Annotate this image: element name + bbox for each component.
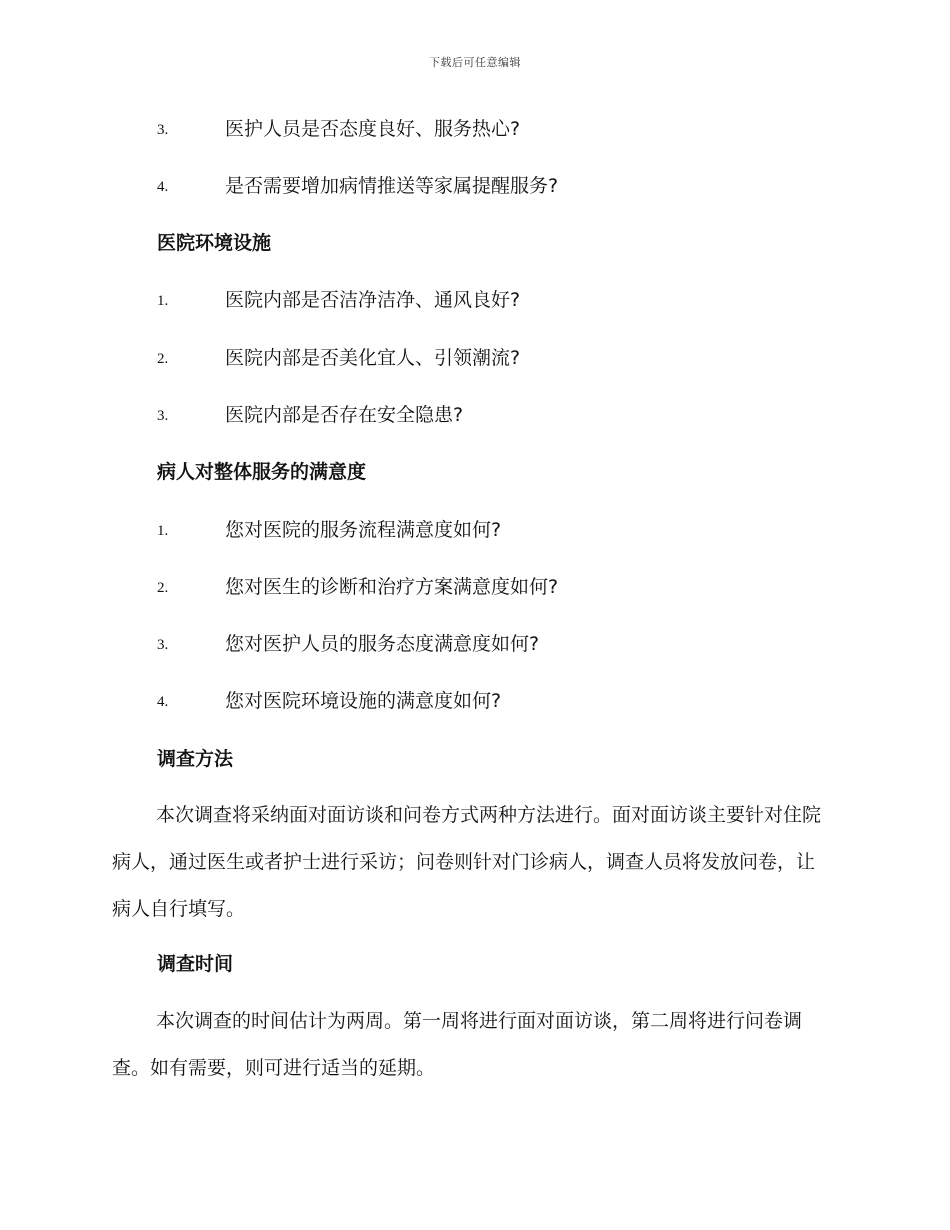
list-text: 您对医护人员的服务态度满意度如何? (225, 633, 540, 655)
list-item (0, 114, 950, 144)
list-number: 4. (157, 179, 169, 195)
list-text: 您对医院的服务流程满意度如何? (225, 519, 502, 541)
list-number: 1. (157, 293, 169, 309)
method-paragraph: 本次调查将采纳面对面访谈和问卷方式两种方法进行。面对面访谈主要针对住院病人，通过医生或者护士进行采访；问卷则针对门诊病人，调查人员将发放问卷，让病人自行填写。 (112, 804, 822, 920)
list-item (0, 686, 950, 716)
list-item (0, 171, 950, 201)
list-number: 2. (157, 580, 169, 596)
section-heading-method: 调查方法 (157, 748, 234, 770)
list-item (0, 515, 950, 545)
page-header: 下载后可任意编辑 (429, 56, 521, 69)
list-item (0, 285, 950, 315)
list-text: 医院内部是否洁净洁净、通风良好? (225, 289, 521, 311)
list-number: 2. (157, 351, 169, 367)
list-number: 1. (157, 523, 169, 539)
list-text: 医院内部是否美化宜人、引领潮流? (225, 347, 521, 369)
section-heading-time: 调查时间 (157, 953, 234, 975)
list-item (0, 572, 950, 602)
time-paragraph: 本次调查的时间估计为两周。第一周将进行面对面访谈，第二周将进行问卷调查。如有需要，则可进行适当的延期。 (112, 1010, 803, 1079)
list-item (0, 343, 950, 373)
section-heading-satisfaction: 病人对整体服务的满意度 (157, 461, 367, 483)
list-number: 3. (157, 122, 169, 138)
list-number: 3. (157, 637, 169, 653)
list-text: 医院内部是否存在安全隐患? (225, 404, 464, 426)
list-number: 3. (157, 408, 169, 424)
section-heading-environment: 医院环境设施 (157, 232, 272, 254)
list-number: 4. (157, 694, 169, 710)
list-item (0, 629, 950, 659)
list-text: 您对医生的诊断和治疗方案满意度如何? (225, 576, 559, 598)
list-item (0, 400, 950, 430)
list-text: 是否需要增加病情推送等家属提醒服务? (225, 175, 559, 197)
list-text: 您对医院环境设施的满意度如何? (225, 690, 502, 712)
list-text: 医护人员是否态度良好、服务热心? (225, 118, 521, 140)
